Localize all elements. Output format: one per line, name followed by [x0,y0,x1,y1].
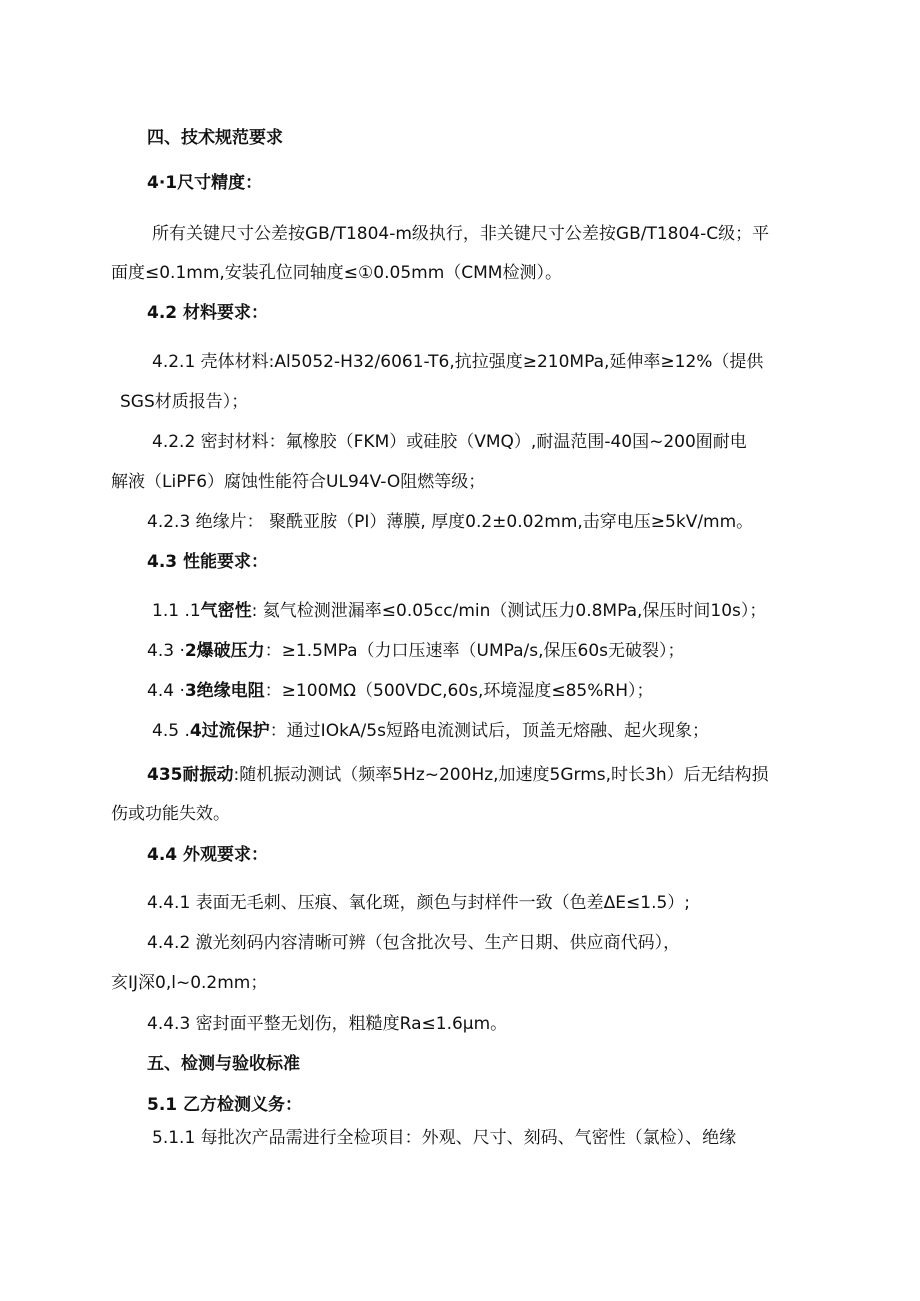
perf-item-burst-pressure [147,639,685,663]
perf-item-number: 1.1 .1 [152,601,201,621]
perf-item-text: ：通过IOkA/5s短路电流测试后，顶盖无熔融、起火现象； [269,721,709,741]
perf-item-insulation-resistance [147,679,654,703]
section-5-title: 五、检测与验收标准 [147,1054,300,1074]
s51-number: 5.1 [147,1095,178,1115]
item-442-line1: 4.4.2 激光刻码内容清晰可辨（包含批次号、生产日期、供应商代码）， [147,933,681,953]
item-421-line1: 4.2.1 壳体材料:Al5052-H32/6061-T6,抗拉强度≥210MPa,延伸率≥12%（提供 [152,352,764,372]
item-421-line2: SGS材质报告）； [120,392,249,412]
perf-item-number: 4.5 . [152,721,190,741]
perf-item-text: ：≥1.5MPa（力口压速率（UMPa/s,保压60s无破裂）； [264,641,685,661]
perf-item-label: 3绝缘电阻 [184,681,265,701]
perf-item-overcurrent [152,719,709,743]
perf-item-label: 气密性 [200,601,252,621]
s41-heading: 4·1尺寸精度： [147,173,263,193]
s42-heading: 4.2 材料要求： [147,303,269,323]
item-441: 4.4.1 表面无毛刺、压痕、氧化斑，颜色与封样件一致（色差ΔE≤1.5）; [147,893,691,913]
item-422-line1: 4.2.2 密封材料：氟橡胶（FKM）或硅胶（VMQ）,耐温范围-40国~200囿耐电 [152,432,747,452]
perf-item-label: 435耐振动 [147,765,234,785]
item-422-line2: 解液（LiPF6）腐蚀性能符合UL94V-O阻燃等级； [111,472,486,492]
perf-item-text: :随机振动测试（频率5Hz~200Hz,加速度5Grms,时长3h）后无结构损 [233,765,769,785]
perf-item-number: 4.3 · [147,641,185,661]
s41-paragraph-line2: 面度≤0.1mm,安装孔位同轴度≤①0.05mm（CMM检测）。 [111,263,562,283]
perf-item-label: 4过流保护 [189,721,270,741]
item-511: 5.1.1 每批次产品需进行全检项目：外观、尺寸、刻码、气密性（氯检）、绝缘 [152,1128,737,1148]
perf-item-label: 2爆破压力 [184,641,265,661]
s41-paragraph-line1: 所有关键尺寸公差按GB/T1804-m级执行，非关键尺寸公差按GB/T1804-C级；平 [152,224,770,244]
s51-heading [147,1093,302,1117]
s44-heading: 4.4 外观要求： [147,845,269,865]
perf-item-text: : 氦气检测泄漏率≤0.05cc/min（测试压力0.8MPa,保压时间10s）； [251,601,767,621]
perf-item-vibration [147,763,769,787]
perf-item-text: ：≥100MΩ（500VDC,60s,环境湿度≤85%RH）； [264,681,654,701]
s43-heading: 4.3 性能要求： [147,552,269,572]
section-4-title: 四、技术规范要求 [147,128,283,148]
item-443: 4.4.3 密封面平整无划伤，粗糙度Ra≤1.6μm。 [147,1014,508,1034]
item-423: 4.2.3 绝缘片： 聚酰亚胺（PI）薄膜, 厚度0.2±0.02mm,击穿电压≥5kV/mm。 [147,512,754,532]
perf-item-vibration-line2: 伤或功能失效。 [111,804,230,824]
perf-item-number: 4.4 · [147,681,185,701]
s51-heading-text: 乙方检测义务： [177,1095,303,1115]
perf-item-airtightness [152,599,766,623]
item-442-line2: 亥IJ深0,l~0.2mm； [111,973,268,993]
